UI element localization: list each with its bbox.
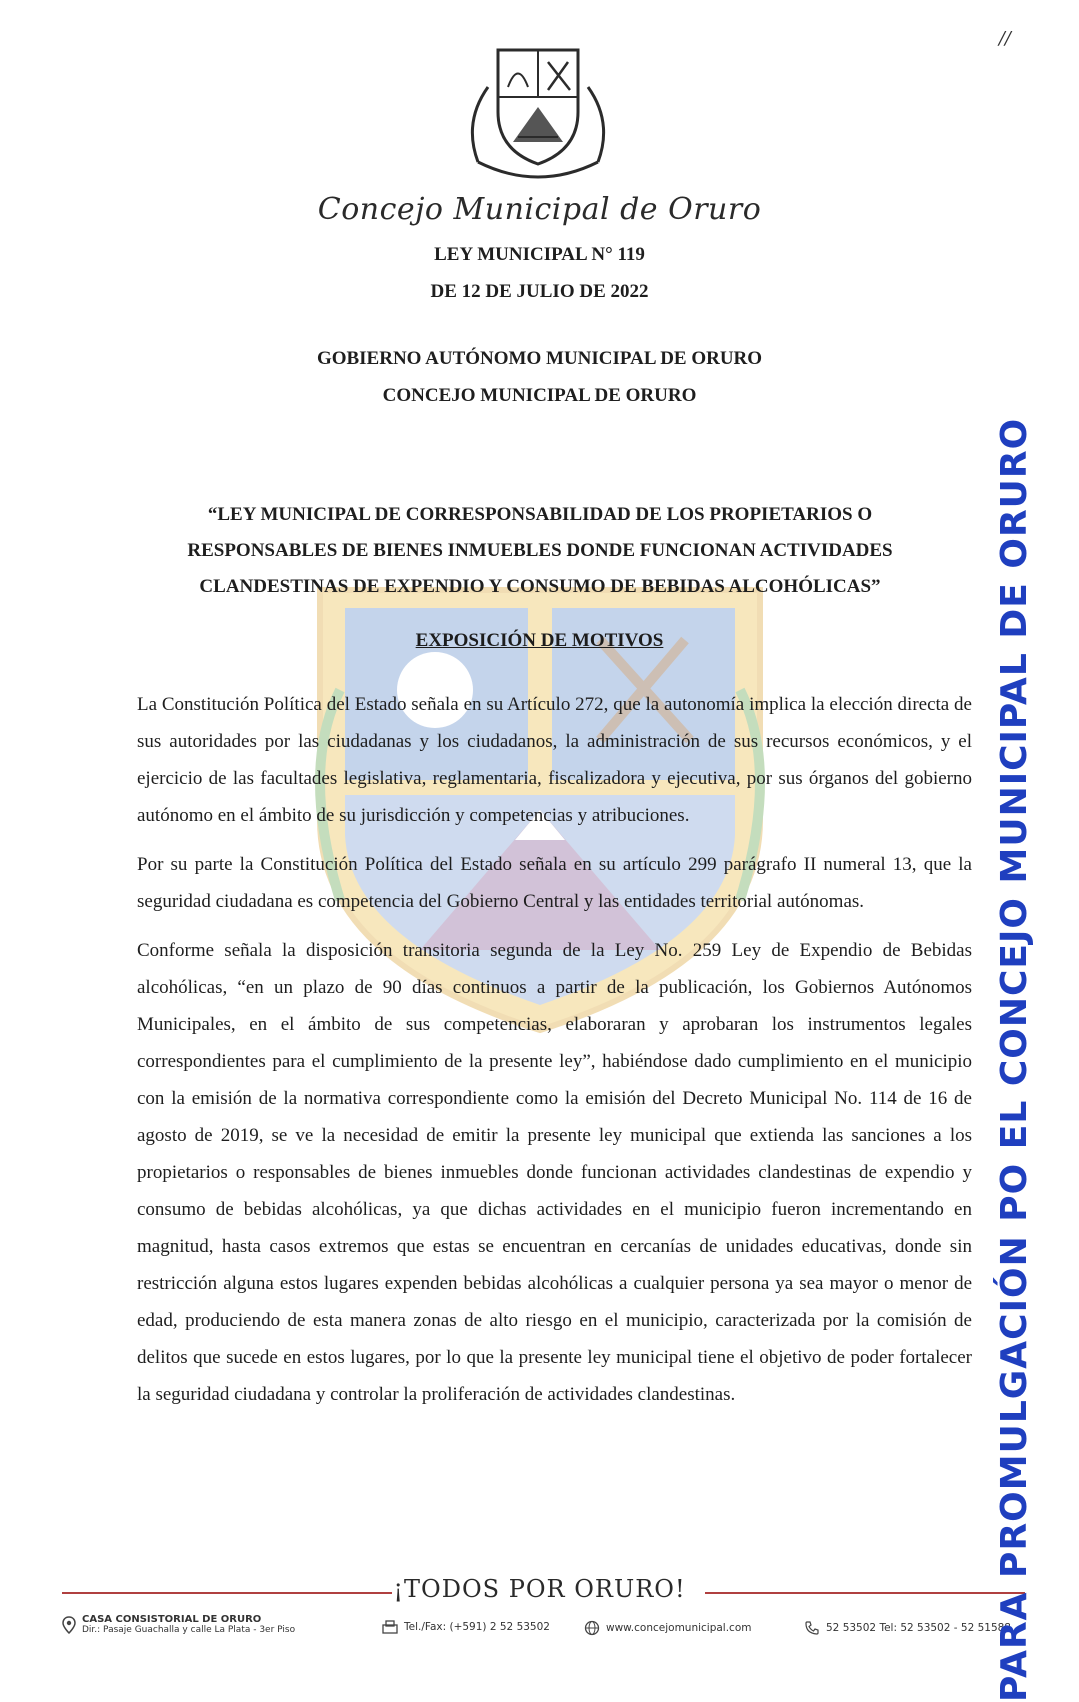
law-date: DE 12 DE JULIO DE 2022: [430, 281, 649, 302]
address-title: CASA CONSISTORIAL DE ORURO: [82, 1614, 262, 1625]
location-pin-icon: [62, 1616, 76, 1634]
globe-icon: [584, 1620, 600, 1636]
footer-motto: ¡TODOS POR ORURO!: [393, 1575, 686, 1603]
phone-icon: [804, 1620, 820, 1636]
law-number: LEY MUNICIPAL N° 119: [434, 244, 645, 265]
law-title: [150, 497, 930, 605]
footer-phones: [804, 1620, 1011, 1636]
law-title-line: CLANDESTINAS DE EXPENDIO Y CONSUMO DE BEBIDAS ALCOHÓLICAS”: [199, 576, 881, 597]
paragraph: Conforme señala la disposición transitoria segunda de la Ley No. 259 Ley de Expendio de Bebidas alcohólicas, “en un plazo de 90 días continuos a partir de la publicación, los Gobiernos Autónomos Municipales, en el ámbito de sus competencias, elaboraran y aprobaran los instrumentos legales correspondientes para el cumplimiento de la presente ley”, habiéndose dado cumplimiento en el municipio con la emisión de la normativa correspondiente como la emisión del Decreto Municipal No. 114 de 16 de agosto de 2019, se ve la necesidad de emitir la presente ley municipal que extienda las sanciones a los propietarios o responsables de bienes inmuebles donde funcionan actividades clandestinas de expendio y consumo de bebidas alcohólicas, ya que dichas actividades en el municipio fueron incrementando en magnitud, hasta casos extremos que estas se encuentran en cercanías de unidades educativas, donde sin restricción alguna estos lugares expenden bebidas alcohólicas a cualquier persona ya sea mayor o menor de edad, produciendo de esta manera zonas de alto riesgo en el municipio, caracterizada por la comisión de delitos que sucede en estos lugares, por lo que la presente ley municipal tiene el objetivo de poder fortalecer la seguridad ciudadana y controlar la proliferación de actividades clandestinas.: [137, 940, 972, 1405]
fax-icon: [382, 1620, 398, 1634]
paragraph: La Constitución Política del Estado señala en su Artículo 272, que la autonomía implica la elección directa de sus autoridades por las ciudadanas y los ciudadanos, la administración de sus recursos económicos, y el ejercicio de las facultades legislativa, reglamentaria, fiscalizadora y ejecutiva, por sus órganos del gobierno autónomo en el ámbito de su jurisdicción y competencias y atribuciones.: [137, 694, 972, 826]
address-line: Dir.: Pasaje Guachalla y calle La Plata - 3er Piso: [82, 1625, 296, 1635]
law-title-line: RESPONSABLES DE BIENES INMUEBLES DONDE FUNCIONAN ACTIVIDADES: [187, 540, 893, 561]
crest-icon: [458, 42, 618, 192]
website-link[interactable]: www.concejomunicipal.com: [606, 1622, 752, 1634]
footer: [62, 1614, 1057, 1650]
promulgation-stamp: PARA PROMULGACIÓN PO EL CONCEJO MUNICIPAL DE ORURO: [994, 417, 1035, 1702]
fax-number: Tel./Fax: (+591) 2 52 53502: [404, 1621, 550, 1633]
paragraph: Por su parte la Constitución Política del Estado señala en su artículo 299 parágrafo II numeral 13, que la seguridad ciudadana es competencia del Gobierno Central y las entidades territorial autónomas.: [137, 854, 972, 912]
footer-website: [584, 1620, 752, 1636]
section-title: EXPOSICIÓN DE MOTIVOS: [415, 630, 664, 651]
government-name: GOBIERNO AUTÓNOMO MUNICIPAL DE ORURO: [316, 348, 763, 369]
body-text: [137, 686, 972, 1425]
handwritten-mark: //: [998, 28, 1011, 49]
council-name: Concejo Municipal de Oruro: [317, 192, 762, 227]
footer-address: [62, 1614, 295, 1635]
footer-fax: [382, 1620, 550, 1634]
council-heading: CONCEJO MUNICIPAL DE ORURO: [382, 385, 697, 406]
phone-numbers: 52 53502 Tel: 52 53502 - 52 51588: [826, 1622, 1011, 1634]
law-title-line: “LEY MUNICIPAL DE CORRESPONSABILIDAD DE LOS PROPIETARIOS O: [207, 504, 873, 525]
